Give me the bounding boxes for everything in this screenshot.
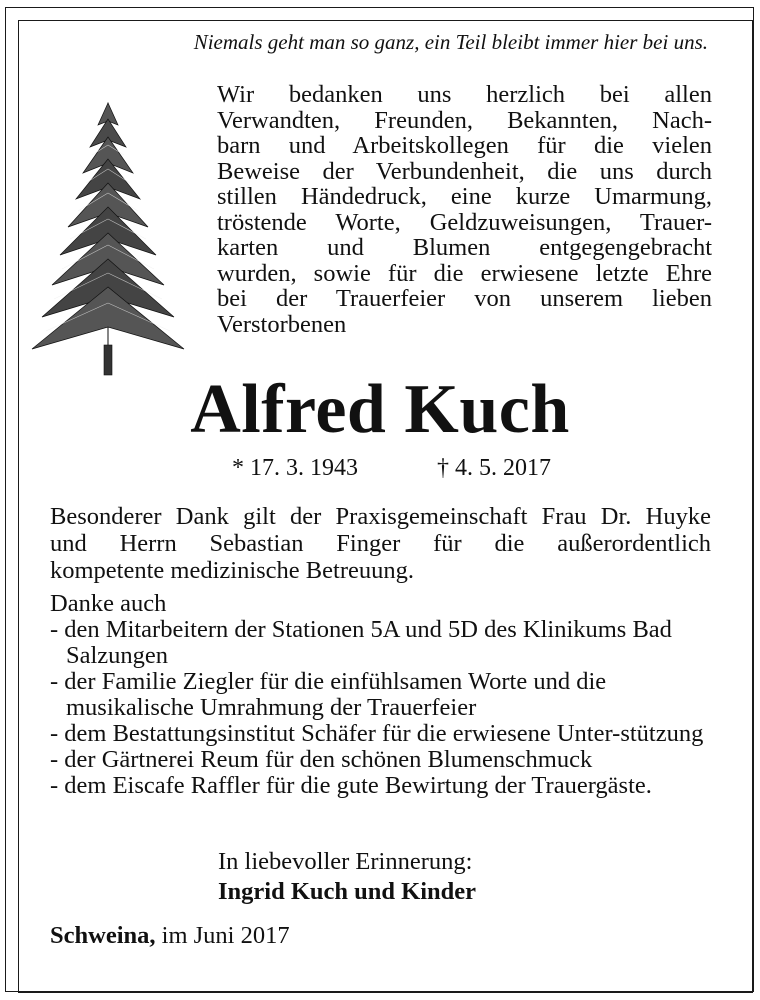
special-line: Besonderer Dank gilt der Praxisgemeinschaft Frau Dr. Huyke bbox=[50, 503, 711, 530]
thanks-line: stillen Händedruck, eine kurze Umarmung, bbox=[217, 183, 712, 210]
special-line: kompetente medizinische Betreuung. bbox=[50, 557, 414, 584]
list-item: - der Gärtnerei Reum für den schönen Blumenschmuck bbox=[50, 746, 593, 773]
fir-tree-icon bbox=[28, 95, 188, 385]
thanks-line: bei der Trauerfeier von unserem lieben bbox=[217, 285, 712, 312]
thanks-line: Verwandten, Freunden, Bekannten, Nach- bbox=[217, 106, 712, 134]
thanks-line: Wir bedanken uns herzlich bei allen bbox=[217, 81, 712, 108]
closing-block bbox=[218, 847, 476, 907]
thanks-line: Beweise der Verbundenheit, die uns durch bbox=[217, 157, 712, 185]
list-item: - den Mitarbeitern der Stationen 5A und 5D des Klinikums Bad Salzungen bbox=[50, 616, 672, 669]
thanks-line: tröstende Worte, Geldzuweisungen, Trauer- bbox=[217, 208, 712, 236]
list-item: - dem Bestattungsinstitut Schäfer für die erwiesene Unter-stützung bbox=[50, 720, 704, 747]
thanks-line: karten und Blumen entgegengebracht bbox=[217, 234, 712, 261]
place-name: Schweina, bbox=[50, 922, 156, 949]
birth-date: * 17. 3. 1943 bbox=[232, 455, 358, 481]
death-date: † 4. 5. 2017 bbox=[437, 455, 551, 481]
date-text: im Juni 2017 bbox=[155, 922, 290, 949]
list-item: - dem Eiscafe Raffler für die gute Bewirtung der Trauergäste. bbox=[50, 772, 652, 799]
deceased-name: Alfred Kuch bbox=[190, 371, 570, 448]
thanks-line: wurden, sowie für die erwiesene letzte Ehre bbox=[217, 259, 712, 287]
danke-intro: Danke auch bbox=[50, 590, 167, 617]
motto-quote: Niemals geht man so ganz, ein Teil bleibt immer hier bei uns. bbox=[193, 30, 708, 54]
family-signature: Ingrid Kuch und Kinder bbox=[218, 878, 477, 905]
thanks-paragraph bbox=[217, 82, 712, 337]
list-item: - der Familie Ziegler für die einfühlsamen Worte und die musikalische Umrahmung der Trauerfeier bbox=[50, 668, 607, 721]
thanks-line: barn und Arbeitskollegen für die vielen bbox=[217, 132, 712, 159]
danke-list bbox=[50, 591, 711, 799]
closing-text: In liebevoller Erinnerung: bbox=[218, 848, 473, 875]
place-date bbox=[50, 922, 290, 950]
special-thanks bbox=[50, 503, 711, 584]
thanks-line: Verstorbenen bbox=[217, 310, 347, 338]
special-line: und Herrn Sebastian Finger für die außerordentlich bbox=[50, 530, 711, 557]
